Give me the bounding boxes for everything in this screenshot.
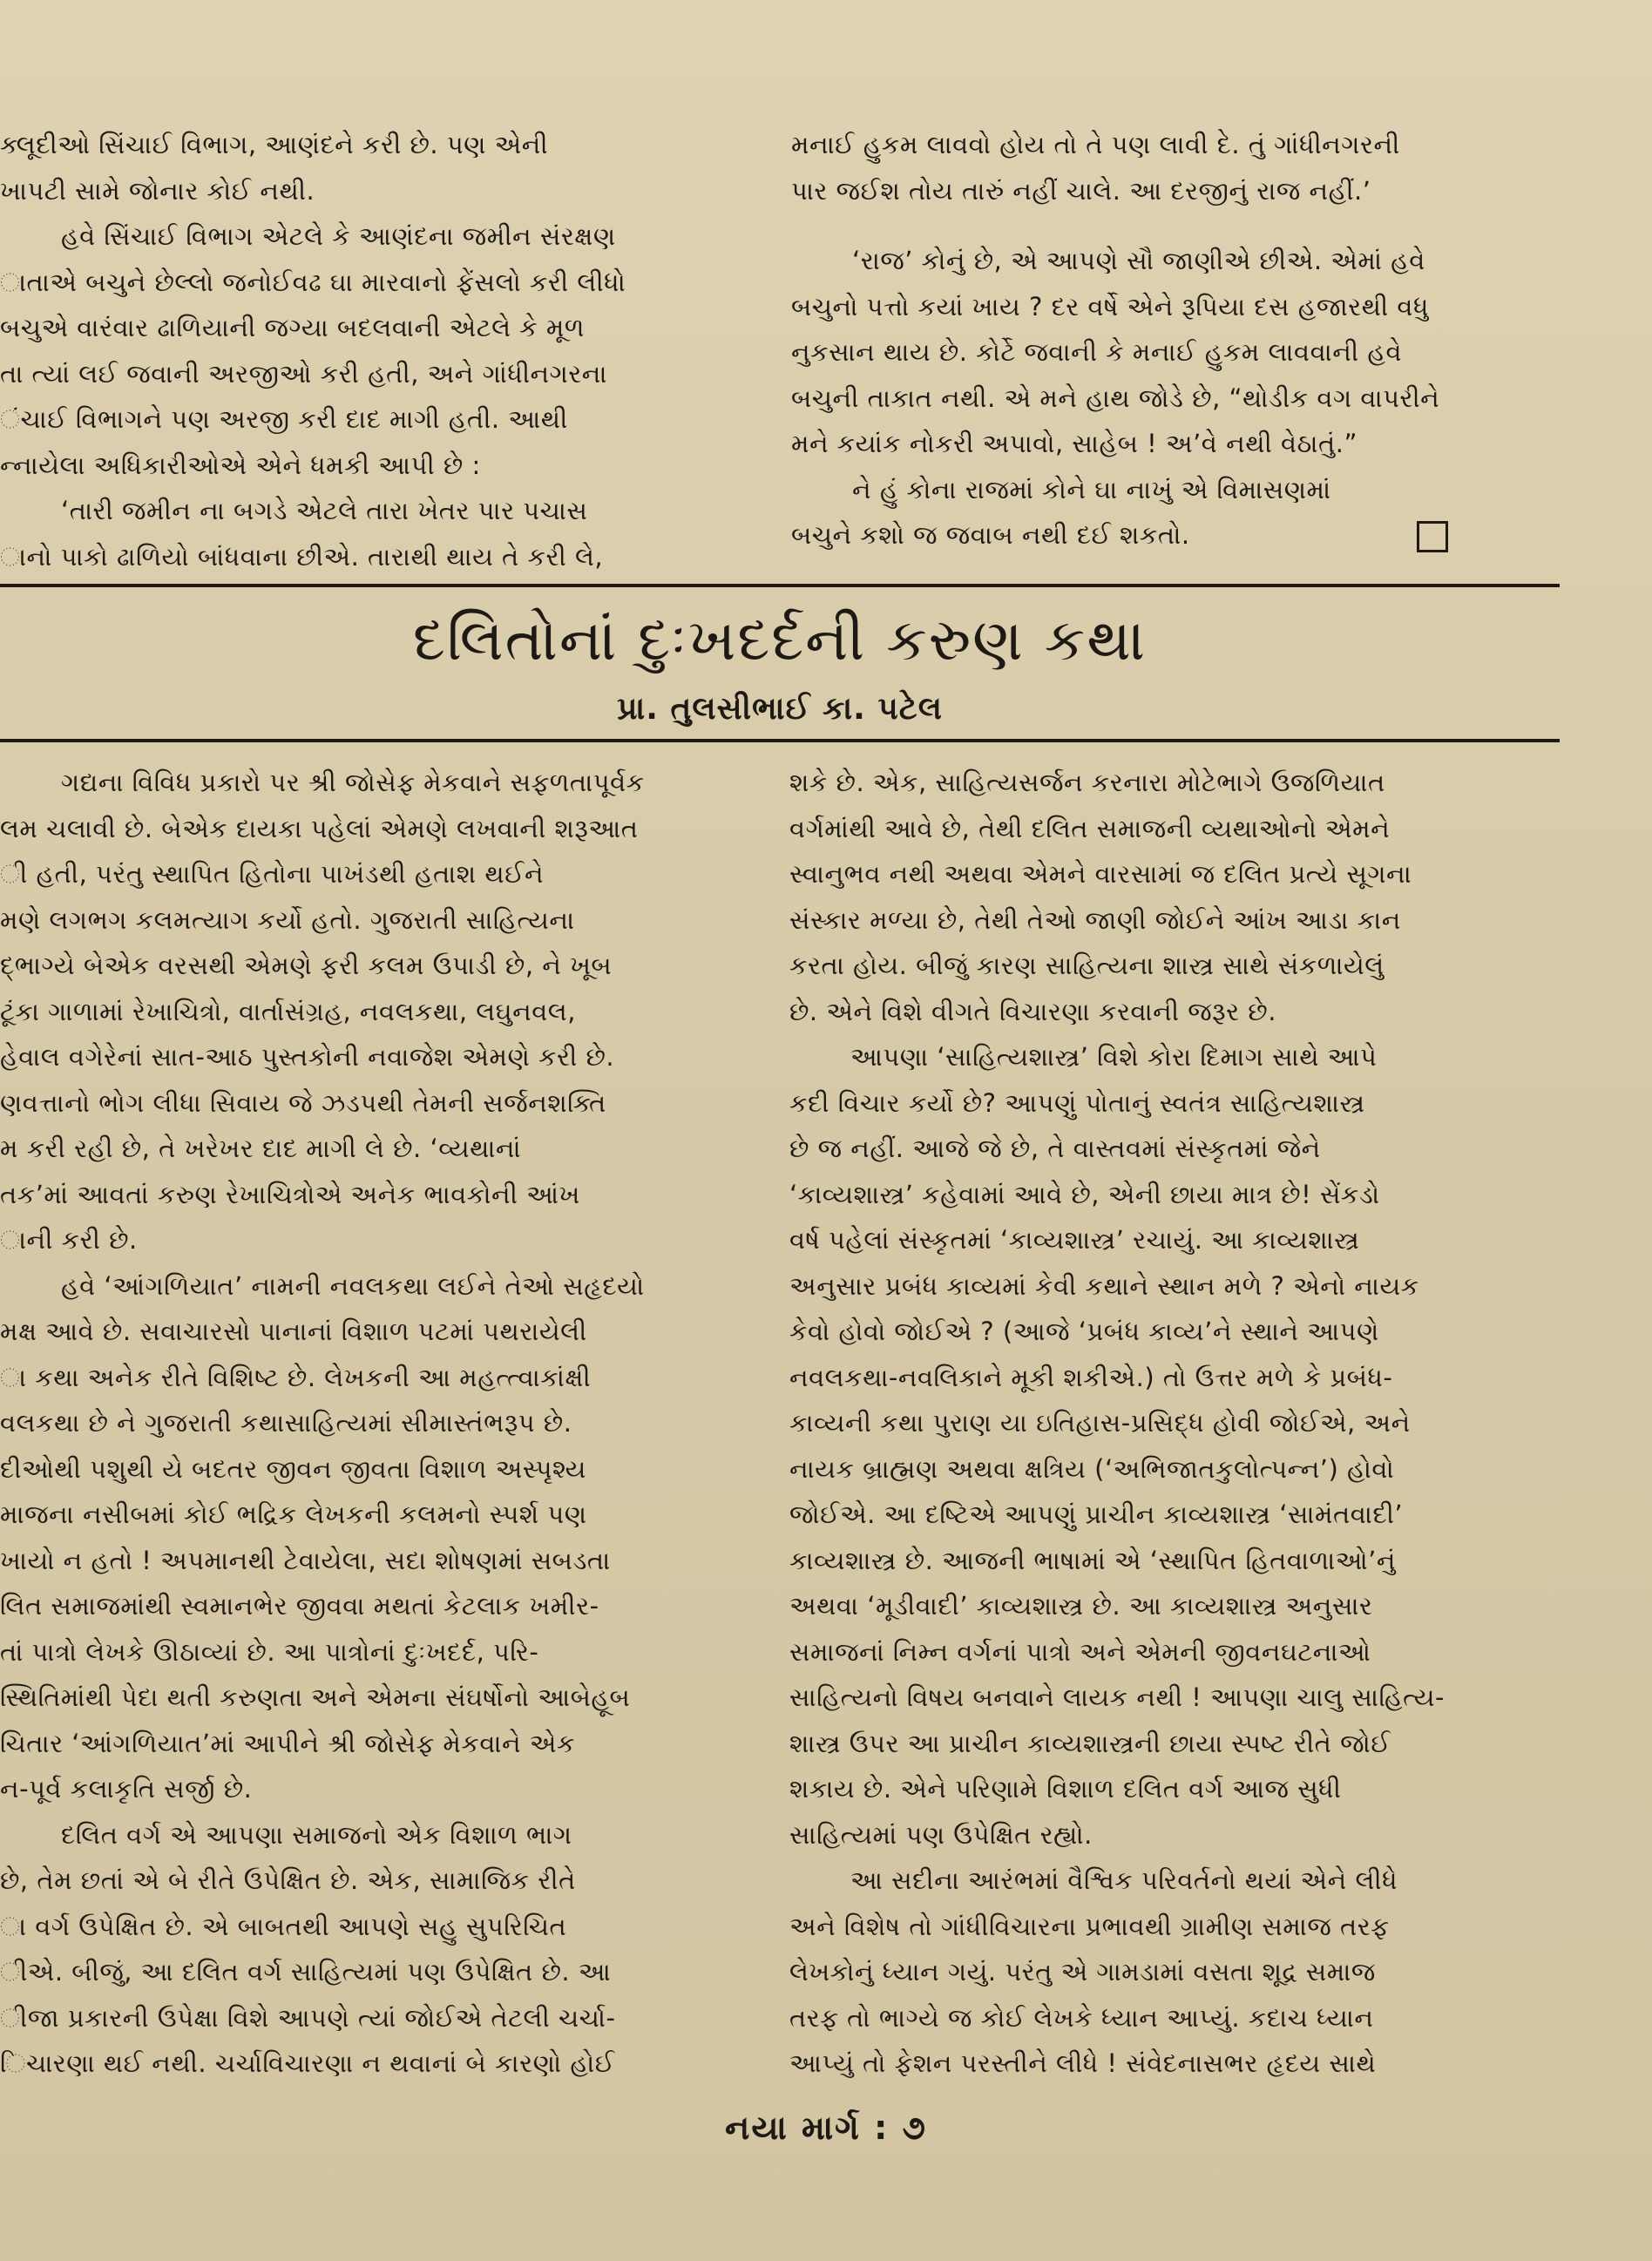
text-line: સ્થિતિમાંથી પેદા થતી કરુણતા અને એમના સંઘર્ષોનો આબેહૂબ: [0, 1682, 631, 1712]
divider-rule: [0, 739, 1560, 742]
text-line: દીઓથી પશુથી યે બદતર જીવન જીવતા વિશાળ અસ્પૃશ્ય: [0, 1453, 586, 1484]
text-line: ક્લૂદીઓ સિંચાઈ વિભાગ, આણંદને કરી છે. પણ એની: [0, 130, 549, 159]
text-line: મક્ષ આવે છે. સવાચારસો પાનાનાં વિશાળ પટમાં પથરાયેલી: [0, 1317, 587, 1346]
text-line: છે, તેમ છતાં એ બે રીતે ઉપેક્ષિત છે. એક, સામાજિક રીતે: [0, 1865, 576, 1895]
text-line: કરતા હોય. બીજું કારણ સાહિત્યના શાસ્ત્ર સાથે સંકળાયેલું: [789, 951, 1385, 980]
text-line: ને હું કોના રાજમાં કોને ઘા નાખું એ વિમાસણમાં: [852, 474, 1331, 504]
page-footer: નયા માર્ગ : ૭: [725, 2109, 927, 2147]
text-line: અનુસાર પ્રબંધ કાવ્યમાં કેવી કથાને સ્થાન મળે ? એનો નાયક: [789, 1270, 1419, 1301]
text-line: તક’માં આવતાં કરુણ રેખાચિત્રોએ અનેક ભાવકોની આંખ: [0, 1179, 580, 1209]
divider-rule: [0, 584, 1560, 587]
text-line: ન-પૂર્વ કલાકૃતિ સર્જી છે.: [0, 1774, 253, 1804]
text-line: ા કથા અનેક રીતે વિશિષ્ટ છે. લેખકની આ મહત્ત્વાકાંક્ષી: [0, 1362, 592, 1392]
text-line: પાર જઈશ તોય તારું નહીં ચાલે. આ દરજીનું રાજ નહીં.’: [791, 175, 1371, 206]
text-line: નાયક બ્રાહ્મણ અથવા ક્ષત્રિય (‘અભિજાતકુલોત્પન્ન’) હોવો: [789, 1453, 1395, 1484]
text-line: અથવા ‘મૂડીવાદી’ કાવ્યશાસ્ત્ર છે. આ કાવ્યશાસ્ત્ર અનુસાર: [789, 1591, 1373, 1621]
text-line: નવલકથા-નવલિકાને મૂકી શકીએ.) તો ઉત્તર મળે કે પ્રબંધ-: [789, 1362, 1393, 1392]
text-line: હવે ‘આંગળિયાત’ નામની નવલકથા લઈને તેઓ સહૃદયો: [61, 1270, 645, 1301]
text-line: ચિતાર ‘આંગળિયાત’માં આપીને શ્રી જોસેફ મેકવાને એક: [0, 1728, 575, 1758]
text-line: ‘રાજ’ કોનું છે, એ આપણે સૌ જાણીએ છીએ. એમાં હવે: [852, 246, 1425, 275]
text-line: મ કરી રહી છે, તે ખરેખર દાદ માગી લે છે. ‘વ્યથાનાં: [0, 1134, 522, 1163]
text-line: બચુને કશો જ જવાબ નથી દઈ શકતો.: [791, 520, 1190, 550]
text-line: સાહિત્યમાં પણ ઉપેક્ષિત રહ્યો.: [789, 1819, 1093, 1850]
text-line: બચુની તાકાત નથી. એ મને હાથ જોડે છે, “થોડીક વગ વાપરીને: [791, 382, 1440, 413]
text-line: ‘કાવ્યશાસ્ત્ર’ કહેવામાં આવે છે, એની છાયા માત્ર છે! સેંકડો: [789, 1179, 1380, 1209]
text-line: સંસ્કાર મળ્યા છે, તેથી તેઓ જાણી જોઈને આંખ આડા કાન: [789, 904, 1401, 935]
text-line: સમાજનાં નિમ્ન વર્ગનાં પાત્રો અને એમની જીવનઘટનાઓ: [789, 1636, 1371, 1667]
text-line: તરફ તો ભાગ્યે જ કોઈ લેખકે ધ્યાન આપ્યું. કદાચ ધ્યાન: [789, 2002, 1374, 2033]
article-left-column: [0, 760, 742, 2087]
text-line: ન્નાયેલા અધિકારીઓએ એને ધમકી આપી છે :: [0, 450, 481, 480]
text-line: ા વર્ગ ઉપેક્ષિત છે. એ બાબતથી આપણે સહુ સુપરિચિત: [0, 1911, 567, 1941]
author-byline: પ્રા. તુલસીભાઈ કા. પટેલ: [617, 691, 943, 727]
text-line: શાસ્ત્ર ઉપર આ પ્રાચીન કાવ્યશાસ્ત્રની છાયા સ્પષ્ટ રીતે જોઈ: [789, 1728, 1391, 1758]
text-line: સ્વાનુભવ નથી અથવા એમને વારસામાં જ દલિત પ્રત્યે સૂગના: [789, 859, 1412, 889]
text-line: વલકથા છે ને ગુજરાતી કથાસાહિત્યમાં સીમાસ્તંભરૂપ છે.: [0, 1408, 572, 1438]
text-line: ાતાએ બચુને છેલ્લો જનોઈવઢ ઘા મારવાનો ફેંસલો કરી લીધો: [0, 267, 626, 297]
text-line: અને વિશેષ તો ગાંધીવિચારના પ્રભાવથી ગ્રામીણ સમાજ તરફ: [789, 1911, 1390, 1941]
text-line: લિત સમાજમાંથી સ્વમાનભેર જીવવા મથતાં કેટલાક ખમીર-: [0, 1591, 599, 1621]
text-line: ાનો પાકો ઢાળિયો બાંધવાના છીએ. તારાથી થાય તે કરી લે,: [0, 541, 604, 572]
text-line: ણવત્તાનો ભોગ લીધા સિવાય જે ઝડપથી તેમની સર્જનશક્તિ: [0, 1087, 606, 1118]
text-line-last: [791, 512, 1558, 558]
text-line: ાની કરી છે.: [0, 1225, 138, 1255]
text-line: કાવ્યશાસ્ત્ર છે. આજની ભાષામાં એ ‘સ્થાપિત હિતવાળાઓ’નું: [789, 1545, 1396, 1575]
text-line: સાહિત્યનો વિષય બનવાને લાયક નથી ! આપણા ચાલુ સાહિત્ય-: [789, 1682, 1445, 1712]
text-line: માજના નસીબમાં કોઈ ભદ્રિક લેખકની કલમનો સ્પર્શ પણ: [0, 1499, 587, 1529]
text-line: દલિત વર્ગ એ આપણા સમાજનો એક વિશાળ ભાગ: [61, 1819, 572, 1850]
previous-article-right-column: [791, 122, 1558, 558]
text-line: જોઈએ. આ દષ્ટિએ આપણું પ્રાચીન કાવ્યશાસ્ત્ર ‘સામંતવાદી’: [789, 1499, 1404, 1529]
text-line: ‘તારી જમીન ના બગડે એટલે તારા ખેતર પાર પચાસ: [61, 496, 588, 525]
text-line: આ સદીના આરંભમાં વૈશ્વિક પરિવર્તનો થયાં એને લીધે: [850, 1865, 1398, 1895]
text-line: વર્ગમાંથી આવે છે, તેથી દલિત સમાજની વ્યથાઓનો એમને: [789, 813, 1391, 843]
text-line: તાં પાત્રો લેખકે ઊઠાવ્યાં છે. આ પાત્રોનાં દુઃખદર્દ, પરિ-: [0, 1636, 539, 1667]
end-mark-icon: [1417, 521, 1448, 552]
text-line: તા ત્યાં લઈ જવાની અરજીઓ કરી હતી, અને ગાંધીનગરના: [0, 358, 608, 389]
text-line: શકાય છે. એને પરિણામે વિશાળ દલિત વર્ગ આજ સુધી: [789, 1774, 1342, 1804]
text-line: હવે સિંચાઈ વિભાગ એટલે કે આણંદના જમીન સંરક્ષણ: [61, 221, 616, 251]
text-line: િચારણા થઈ નથી. ચર્ચાવિચારણા ન થવાનાં બે કારણો હોઈ: [0, 2048, 615, 2078]
text-line: કાવ્યની કથા પુરાણ યા ઇતિહાસ-પ્રસિદ્ધ હોવી જોઈએ, અને: [789, 1408, 1411, 1438]
previous-article-left-column: [0, 122, 732, 579]
text-line: વર્ષ પહેલાં સંસ્કૃતમાં ‘કાવ્યશાસ્ત્ર’ રચાયું. આ કાવ્યશાસ્ત્ર: [789, 1225, 1360, 1255]
text-line: ી હતી, પરંતુ સ્થાપિત હિતોના પાખંડથી હતાશ થઈને: [0, 859, 545, 889]
text-line: આપણા ‘સાહિત્યશાસ્ત્ર’ વિશે કોરા દિમાગ સાથે આપે: [850, 1042, 1378, 1072]
text-line: બચુએ વારંવાર ઢાળિયાની જગ્યા બદલવાની એટલે કે મૂળ: [0, 313, 586, 342]
text-line: લમ ચલાવી છે. બેએક દાયકા પહેલાં એમણે લખવાની શરૂઆત: [0, 813, 639, 843]
text-line: મણે લગભગ કલમત્યાગ કર્યો હતો. ગુજરાતી સાહિત્યના: [0, 904, 575, 935]
text-line: ીજા પ્રકારની ઉપેક્ષા વિશે આપણે ત્યાં જોઈએ તેટલી ચર્ચા-: [0, 2002, 616, 2033]
text-line: આપ્યું તો ફેશન પરસ્તીને લીધે ! સંવેદનાસભર હૃદય સાથે: [789, 2048, 1377, 2078]
text-line: છે જ નહીં. આજે જે છે, તે વાસ્તવમાં સંસ્કૃતમાં જેને: [789, 1134, 1321, 1163]
article-title: દલિતોનાં દુઃખદર્દની કરુણ કથા: [412, 606, 1148, 674]
text-line: કેવો હોવો જોઈએ ? (આજે ‘પ્રબંધ કાવ્ય’ને સ્થાને આપણે: [789, 1317, 1379, 1346]
text-line: ંચાઈ વિભાગને પણ અરજી કરી દાદ માગી હતી. આથી: [0, 404, 568, 434]
text-line: છે. એને વિશે વીગતે વિચારણા કરવાની જરૂર છે.: [789, 996, 1276, 1026]
text-line: હેવાલ વગેરેનાં સાત-આઠ પુસ્તકોની નવાજેશ એમણે કરી છે.: [0, 1042, 615, 1072]
text-line: મનાઈ હુકમ લાવવો હોય તો તે પણ લાવી દે. તું ગાંધીનગરની: [791, 130, 1400, 159]
text-line: શકે છે. એક, સાહિત્યસર્જન કરનારા મોટેભાગે ઉજળિયાત: [789, 768, 1385, 797]
text-line: દ્ભાગ્યે બેએક વરસથી એમણે ફરી કલમ ઉપાડી છે, ને ખૂબ: [0, 951, 613, 980]
text-line: કદી વિચાર કર્યો છે? આપણું પોતાનું સ્વતંત્ર સાહિત્યશાસ્ત્ર: [789, 1087, 1365, 1118]
text-line: લેખકોનું ધ્યાન ગયું. પરંતુ એ ગામડામાં વસતા શૂદ્ર સમાજ: [789, 1957, 1376, 1987]
text-line: ખાયો ન હતો ! અપમાનથી ટેવાયેલા, સદા શોષણમાં સબડતા: [0, 1545, 611, 1575]
text-line: ખાપટી સામે જોનાર કોઈ નથી.: [0, 175, 315, 206]
text-line: ીએ. બીજું, આ દલિત વર્ગ સાહિત્યમાં પણ ઉપેક્ષિત છે. આ: [0, 1957, 612, 1987]
text-line: ટૂંકા ગાળામાં રેખાચિત્રો, વાર્તાસંગ્રહ, નવલકથા, લઘુનવલ,: [0, 996, 576, 1026]
text-line: મને કયાંક નોકરી અપાવો, સાહેબ ! અ’વે નથી વેઠાતું.”: [791, 429, 1357, 458]
article-right-column: [789, 760, 1556, 2087]
text-line: નુકસાન થાય છે. કોર્ટે જવાની કે મનાઈ હુકમ લાવવાની હવે: [791, 337, 1403, 367]
text-line: ગદ્યના વિવિધ પ્રકારો પર શ્રી જોસેફ મેકવાને સફળતાપૂર્વક: [61, 768, 645, 797]
text-line: બચુનો પત્તો કયાં ખાય ? દર વર્ષે એને રૂપિયા દસ હજારથી વધુ: [791, 291, 1429, 322]
